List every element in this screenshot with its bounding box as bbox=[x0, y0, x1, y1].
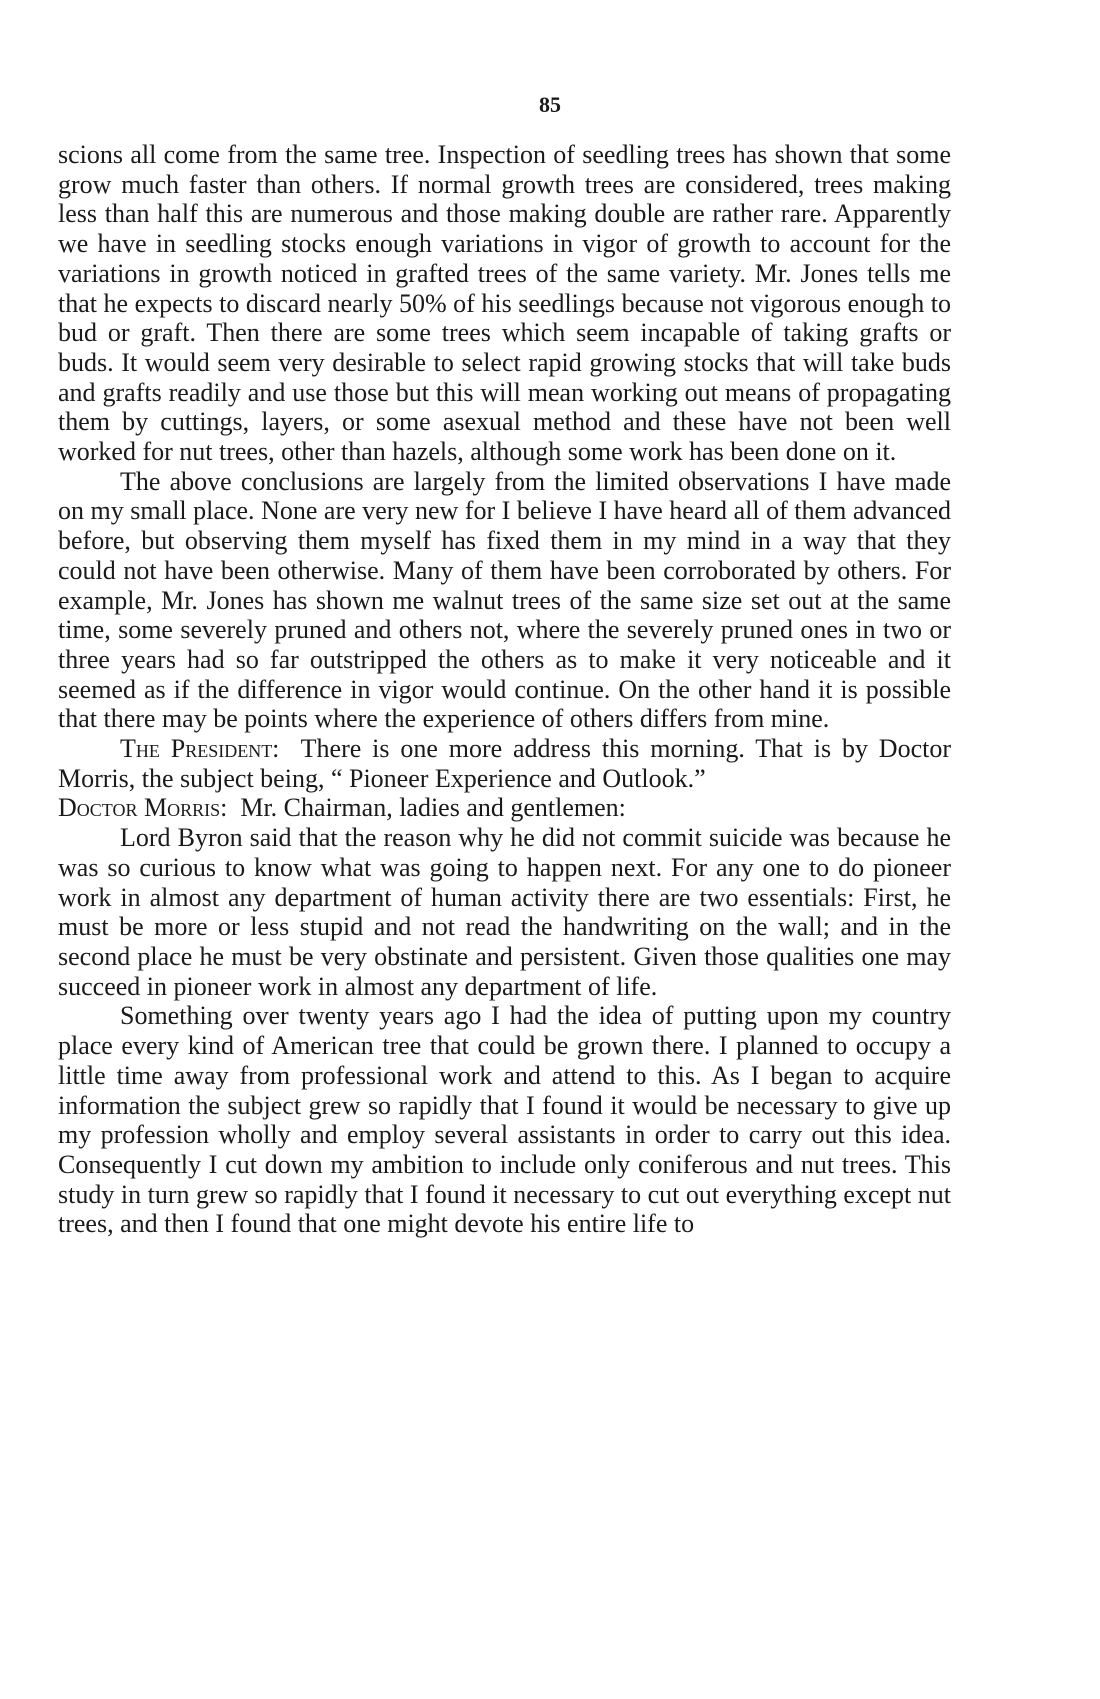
body-text bbox=[58, 140, 951, 1239]
speaker-label-president: The President: bbox=[120, 734, 280, 764]
speaker-label-morris: Doctor Morris: bbox=[58, 793, 228, 823]
morris-greeting: Mr. Chairman, ladies and gentlemen: bbox=[240, 793, 626, 823]
paragraph-twenty-years: Something over twenty years ago I had the idea of putting upon my country place every kind of American tree that could be grown there. I planned to occupy a little time away from professional work and attend to this. As I began to acquire information the subject grew so rapidly that I found it would be necessary to give up my profession wholly and employ several assistants in order to carry out this idea. Consequently I cut down my ambition to include only coniferous and nut trees. This study in turn grew so rapidly that I found it necessary to cut out everything except nut trees, and then I found that one might devote his entire life to bbox=[58, 1001, 951, 1239]
paragraph-byron: Lord Byron said that the reason why he did not commit suicide was because he was so curious to know what was going to happen next. For any one to do pioneer work in almost any department of human activity there are two essentials: First, he must be more or less stupid and not read the handwriting on the wall; and in the second place he must be very obstinate and persistent. Given those qualities one may succeed in pioneer work in almost any department of life. bbox=[58, 823, 951, 1001]
page-number: 85 bbox=[539, 92, 561, 117]
paragraph-continued: scions all come from the same tree. Inspection of seedling trees has shown that some grow much faster than others. If normal growth trees are considered, trees making less than half this are numerous and those making double are rather rare. Apparently we have in seedling stocks enough variations in vigor of growth to account for the variations in growth noticed in grafted trees of the same variety. Mr. Jones tells me that he expects to discard nearly 50% of his seedlings because not vigorous enough to bud or graft. Then there are some trees which seem incapable of taking grafts or buds. It would seem very desirable to select rapid growing stocks that will take buds and grafts readily and use those but this will mean working out means of propagating them by cuttings, layers, or some asexual method and these have not been well worked for nut trees, other than hazels, although some work has been done on it. bbox=[58, 140, 951, 467]
paragraph-conclusions: The above conclusions are largely from the limited observations I have made on my small place. None are very new for I believe I have heard all of them advanced before, but observing them myself has fixed them in my mind in a way that they could not have been otherwise. Many of them have been corroborated by others. For example, Mr. Jones has shown me walnut trees of the same size set out at the same time, some severely pruned and others not, where the severely pruned ones in two or three years had so far outstripped the others as to make it very noticeable and it seemed as if the difference in vigor would continue. On the other hand it is possible that there may be points where the experience of others differs from mine. bbox=[58, 466, 951, 734]
paragraph-president bbox=[58, 734, 951, 793]
president-remarks: There is one more address this morning. That is by Doctor Morris, the subject being, “ Pioneer Experience and Outlook.” bbox=[58, 734, 952, 793]
paragraph-morris-greeting bbox=[58, 793, 951, 823]
